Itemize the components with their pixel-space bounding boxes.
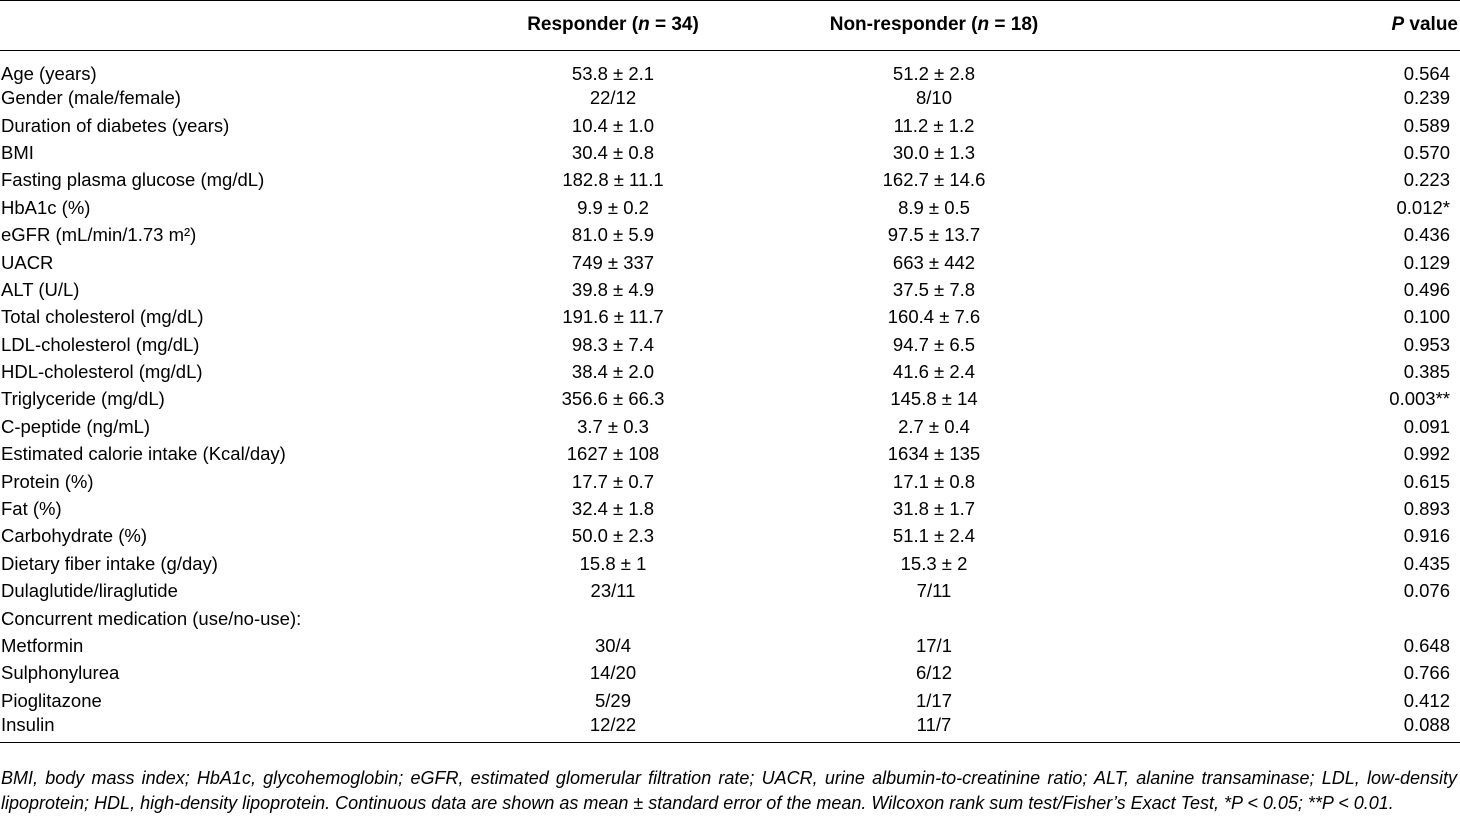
cell-p-value: 0.003** — [1389, 388, 1450, 410]
cell-p-value: 0.436 — [1403, 224, 1450, 246]
cell-p-value: 0.239 — [1403, 87, 1450, 109]
header-nonresponder-n-value: = 18) — [989, 13, 1039, 35]
cell-p-value: 0.496 — [1403, 278, 1450, 300]
table-row — [0, 112, 1460, 139]
cell-responder: 53.8 ± 2.1 — [571, 62, 655, 84]
cell-responder: 749 ± 337 — [571, 251, 655, 273]
cell-nonresponder: 8.9 ± 0.5 — [898, 196, 970, 218]
cell-responder: 12/22 — [470, 714, 756, 743]
table-row — [0, 221, 1460, 248]
cell-responder — [470, 605, 756, 632]
cell-p-value: 0.564 — [1403, 62, 1450, 84]
header-p-symbol: P — [1391, 13, 1405, 35]
cell-variable: C-peptide (ng/mL) — [1, 415, 151, 437]
cell-p-value: 0.766 — [1403, 662, 1450, 684]
cell-p-value: 0.953 — [1403, 333, 1450, 355]
cell-variable: Gender (male/female) — [1, 87, 181, 109]
header-nonresponder — [756, 0, 1112, 50]
cell-p-value: 0.412 — [1403, 689, 1450, 711]
cell-variable: Fasting plasma glucose (mg/dL) — [1, 169, 265, 191]
cell-variable: HDL-cholesterol (mg/dL) — [1, 361, 203, 383]
header-nonresponder-n-symbol: n — [977, 13, 990, 35]
cell-nonresponder: 2.7 ± 0.4 — [898, 415, 970, 437]
cell-p-value: 0.385 — [1403, 361, 1450, 383]
table-row — [0, 687, 1460, 714]
cell-responder: 10.4 ± 1.0 — [571, 114, 655, 136]
cell-variable: LDL-cholesterol (mg/dL) — [1, 333, 200, 355]
cell-p-value: 0.088 — [1112, 714, 1460, 743]
table-row — [0, 276, 1460, 303]
cell-nonresponder: 160.4 ± 7.6 — [887, 306, 981, 328]
cell-responder: 30.4 ± 0.8 — [571, 141, 655, 163]
table-row — [0, 386, 1460, 413]
table-row — [0, 331, 1460, 358]
cell-variable: Pioglitazone — [1, 689, 102, 711]
cell-variable: Insulin — [0, 714, 470, 743]
header-responder-n-value: = 34) — [649, 13, 699, 35]
cell-nonresponder: 8/10 — [915, 87, 952, 109]
cell-variable: Triglyceride (mg/dL) — [1, 388, 165, 410]
cell-variable: Protein (%) — [1, 470, 94, 492]
cell-p-value: 0.435 — [1403, 552, 1450, 574]
cell-nonresponder: 1634 ± 135 — [887, 443, 981, 465]
cell-responder: 182.8 ± 11.1 — [562, 169, 664, 191]
cell-p-value: 0.648 — [1403, 635, 1450, 656]
cell-nonresponder: 162.7 ± 14.6 — [882, 169, 986, 191]
table-row — [0, 660, 1460, 687]
cell-nonresponder: 663 ± 442 — [892, 251, 976, 273]
table-row — [0, 468, 1460, 495]
cell-variable: Dietary fiber intake (g/day) — [1, 552, 218, 574]
header-responder — [470, 0, 756, 50]
cell-p-value: 0.992 — [1403, 443, 1450, 465]
cell-p-value: 0.129 — [1403, 251, 1450, 273]
cell-responder: 1627 ± 108 — [566, 443, 660, 465]
cell-variable: HbA1c (%) — [1, 196, 91, 218]
cell-variable: Concurrent medication (use/no-use): — [1, 607, 302, 629]
table-row — [0, 167, 1460, 194]
cell-variable: Carbohydrate (%) — [1, 525, 148, 547]
cell-responder: 3.7 ± 0.3 — [577, 415, 649, 437]
cell-nonresponder: 94.7 ± 6.5 — [892, 333, 976, 355]
cell-p-value: 0.091 — [1403, 415, 1450, 437]
cell-responder: 191.6 ± 11.7 — [562, 306, 664, 328]
cell-nonresponder: 17/1 — [915, 635, 952, 656]
table-row — [0, 632, 1460, 659]
table-row — [0, 605, 1460, 632]
cell-nonresponder: 51.2 ± 2.8 — [892, 62, 976, 84]
cell-nonresponder: 17.1 ± 0.8 — [892, 470, 976, 492]
cell-responder: 38.4 ± 2.0 — [571, 361, 655, 383]
cell-responder: 30/4 — [594, 635, 631, 656]
table-row — [0, 495, 1460, 522]
table-row — [0, 550, 1460, 577]
cell-nonresponder: 51.1 ± 2.4 — [892, 525, 976, 547]
cell-variable: eGFR (mL/min/1.73 m²) — [1, 224, 197, 246]
cell-variable: Sulphonylurea — [1, 662, 120, 684]
cell-variable: UACR — [1, 251, 54, 273]
cell-p-value: 0.589 — [1403, 114, 1450, 136]
cell-p-value: 0.615 — [1403, 470, 1450, 492]
cell-variable: Fat (%) — [1, 498, 62, 520]
cell-nonresponder: 7/11 — [916, 580, 952, 602]
cell-p-value: 0.100 — [1403, 306, 1450, 328]
table-row — [0, 139, 1460, 166]
cell-variable: Dulaglutide/liraglutide — [1, 580, 178, 602]
table-header — [0, 0, 1460, 50]
cell-variable: BMI — [1, 141, 34, 163]
cell-variable: Duration of diabetes (years) — [1, 114, 230, 136]
cell-p-value: 0.012* — [1396, 196, 1450, 218]
header-nonresponder-label: Non-responder ( — [829, 13, 978, 35]
cell-variable: Total cholesterol (mg/dL) — [1, 306, 204, 328]
cell-responder: 22/12 — [589, 87, 637, 109]
cell-p-value: 0.893 — [1403, 498, 1450, 520]
cell-nonresponder: 1/17 — [915, 689, 952, 711]
cell-p-value: 0.076 — [1403, 580, 1450, 602]
cell-nonresponder: 41.6 ± 2.4 — [892, 361, 976, 383]
table-body — [0, 50, 1460, 743]
cell-responder: 17.7 ± 0.7 — [571, 470, 655, 492]
cell-nonresponder: 30.0 ± 1.3 — [892, 141, 976, 163]
table-row — [0, 441, 1460, 468]
table-row — [0, 249, 1460, 276]
cell-responder: 23/11 — [590, 580, 636, 602]
table-footnote: BMI, body mass index; HbA1c, glycohemoglobin; eGFR, estimated glomerular filtration rate; UACR, urine albumin-to-creatinine ratio; ALT, alanine transaminase; LDL, low-density lipoprotein; HDL, high-density lipoprotein. Continuous data are shown as mean ± standard error of the mean. Wilcoxon rank sum test/Fisher’s Exact Test, *P < 0.05; **P < 0.01. — [1, 768, 1457, 813]
cell-responder: 14/20 — [589, 662, 637, 684]
cell-p-value: 0.916 — [1403, 525, 1450, 547]
cell-responder: 5/29 — [594, 689, 631, 711]
header-row — [0, 0, 1460, 50]
table-row — [0, 85, 1460, 112]
cell-variable: Metformin — [1, 635, 84, 656]
cell-nonresponder: 145.8 ± 14 — [890, 388, 978, 410]
cell-responder: 356.6 ± 66.3 — [561, 388, 665, 410]
cell-nonresponder: 97.5 ± 13.7 — [887, 224, 981, 246]
cell-nonresponder: 15.3 ± 2 — [900, 552, 968, 574]
table-row — [0, 523, 1460, 550]
cell-responder: 9.9 ± 0.2 — [577, 196, 649, 218]
table-row — [0, 413, 1460, 440]
table-row — [0, 194, 1460, 221]
cell-responder: 50.0 ± 2.3 — [571, 525, 655, 547]
cell-p-value: 0.570 — [1403, 141, 1450, 163]
cell-responder: 98.3 ± 7.4 — [571, 333, 655, 355]
table-row — [0, 50, 1460, 85]
header-p-label: value — [1404, 13, 1458, 35]
cell-responder: 32.4 ± 1.8 — [571, 498, 655, 520]
cell-variable: ALT (U/L) — [1, 278, 80, 300]
table-row — [0, 358, 1460, 385]
cell-responder: 39.8 ± 4.9 — [571, 278, 655, 300]
cell-variable: Estimated calorie intake (Kcal/day) — [1, 443, 286, 465]
cell-responder: 15.8 ± 1 — [579, 552, 647, 574]
cell-nonresponder: 11/7 — [756, 714, 1112, 743]
cell-nonresponder: 31.8 ± 1.7 — [892, 498, 976, 520]
cell-nonresponder: 6/12 — [915, 662, 952, 684]
table-row — [0, 578, 1460, 605]
header-p-value — [1112, 0, 1460, 50]
cell-nonresponder: 11.2 ± 1.2 — [893, 114, 975, 136]
table-row — [0, 304, 1460, 331]
cell-p-value — [1112, 605, 1460, 632]
cell-responder: 81.0 ± 5.9 — [571, 224, 655, 246]
cell-variable: Age (years) — [1, 62, 97, 84]
cell-p-value: 0.223 — [1403, 169, 1450, 191]
header-variable — [0, 0, 470, 50]
cell-nonresponder — [756, 605, 1112, 632]
cell-nonresponder: 37.5 ± 7.8 — [892, 278, 976, 300]
header-responder-n-symbol: n — [638, 13, 650, 35]
table-row — [0, 714, 1460, 743]
header-responder-label: Responder ( — [527, 13, 639, 35]
